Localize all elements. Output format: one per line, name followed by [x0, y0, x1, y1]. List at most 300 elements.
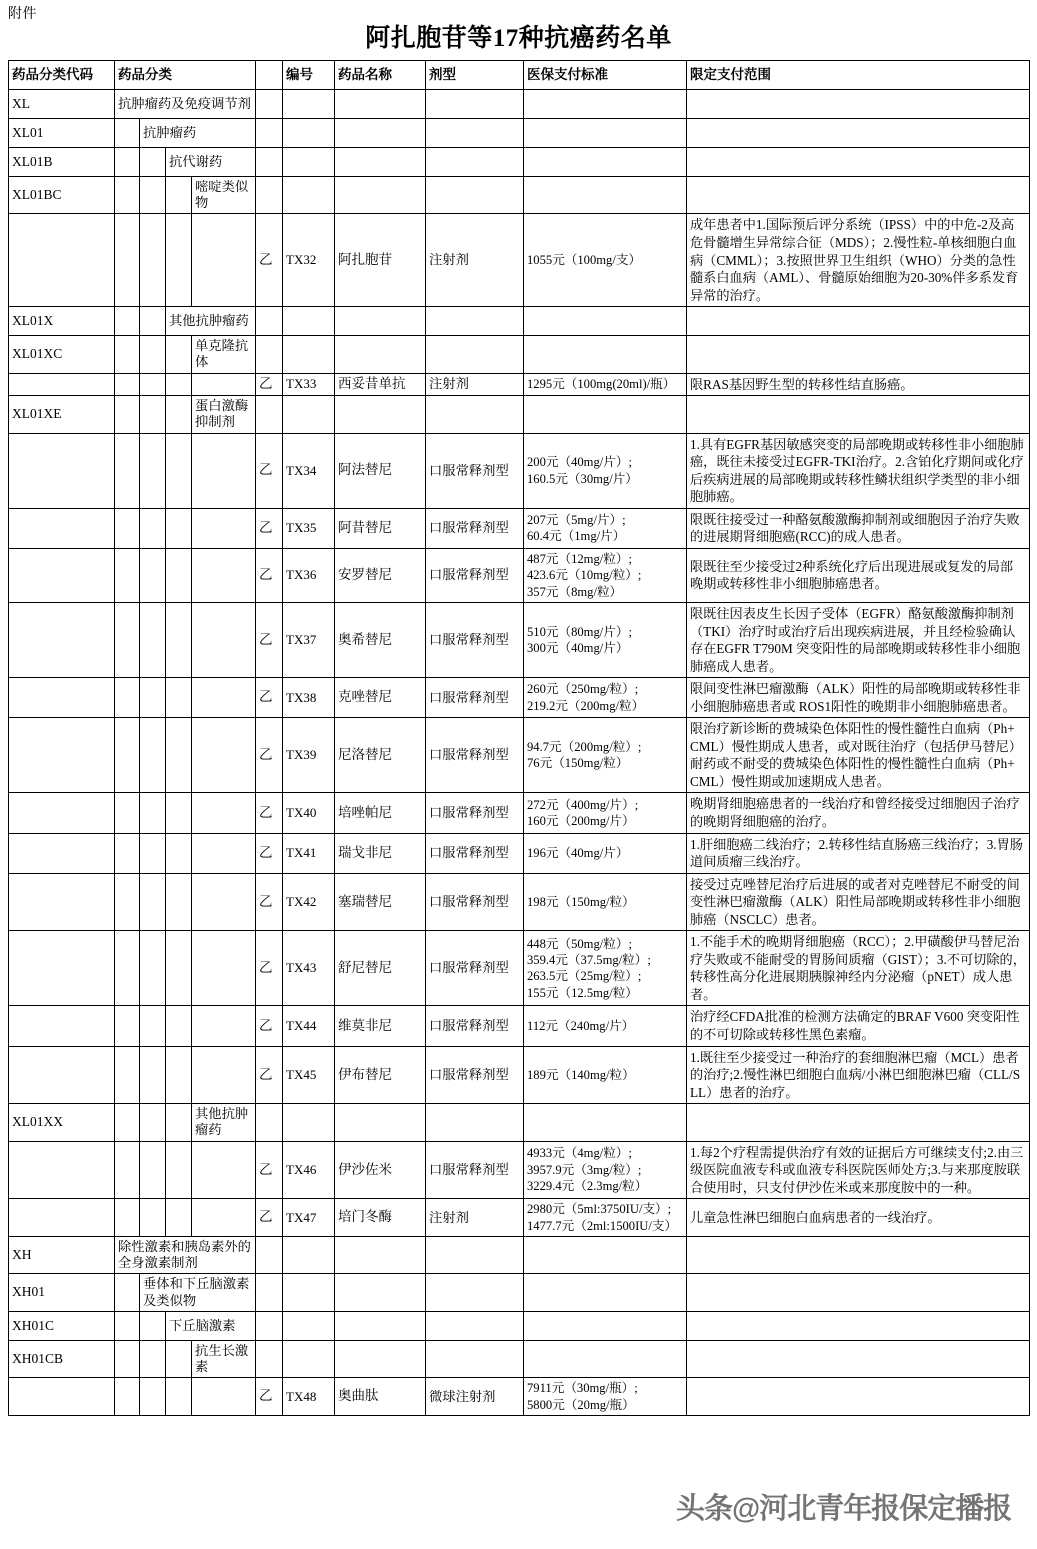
cell-classification-indent [166, 1340, 192, 1377]
cell-tier [256, 1104, 283, 1141]
cell-tier: 乙 [256, 678, 283, 718]
cell-classification-indent [166, 1006, 192, 1046]
cell-classification-indent [140, 1046, 166, 1104]
cell-payment-standard [524, 336, 687, 373]
cell-dosage-form: 口服常释剂型 [426, 793, 524, 833]
cell-classification-indent [192, 508, 256, 548]
cell-drug-name: 安罗替尼 [335, 548, 426, 602]
cell-number: TX32 [283, 214, 335, 307]
cell-classification-label: 抗肿瘤药及免疫调节剂 [115, 90, 256, 119]
cell-payment-standard: 260元（250mg/粒）; 219.2元（200mg/粒） [524, 678, 687, 718]
cell-classification-indent [115, 1006, 140, 1046]
cell-tier: 乙 [256, 214, 283, 307]
cell-number: TX34 [283, 433, 335, 508]
cell-classification-code: XH01CB [9, 1340, 115, 1377]
cell-payment-scope [687, 1104, 1030, 1141]
cell-tier: 乙 [256, 1046, 283, 1104]
table-body [9, 90, 1030, 1416]
cell-payment-standard [524, 1236, 687, 1273]
cell-drug-name: 阿法替尼 [335, 433, 426, 508]
cell-payment-standard: 94.7元（200mg/粒）; 76元（150mg/粒） [524, 718, 687, 793]
cell-classification-indent [166, 1141, 192, 1199]
page-title: 阿扎胞苷等17种抗癌药名单 [365, 25, 672, 52]
cell-payment-scope: 接受过克唑替尼治疗后进展的或者对克唑替尼不耐受的间变性淋巴瘤激酶（ALK）阳性局部晚期或转移性非小细胞肺癌（NSCLC）患者。 [687, 873, 1030, 931]
table-row [9, 1104, 1030, 1141]
cell-classification-indent [192, 1378, 256, 1416]
cell-payment-scope [687, 307, 1030, 336]
cell-classification-indent [166, 373, 192, 396]
cell-classification-indent [115, 1199, 140, 1237]
cell-classification-indent [140, 793, 166, 833]
table-row [9, 1141, 1030, 1199]
cell-drug-name: 塞瑞替尼 [335, 873, 426, 931]
cell-classification-indent [115, 793, 140, 833]
cell-classification-label: 抗生长激素 [192, 1340, 256, 1377]
cell-classification-indent [166, 793, 192, 833]
cell-tier: 乙 [256, 1199, 283, 1237]
cell-number: TX41 [283, 833, 335, 873]
cell-number: TX48 [283, 1378, 335, 1416]
cell-payment-scope [687, 177, 1030, 214]
table-row [9, 396, 1030, 433]
table-row [9, 307, 1030, 336]
cell-dosage-form [426, 90, 524, 119]
cell-number: TX47 [283, 1199, 335, 1237]
column-header-code: 药品分类代码 [9, 61, 115, 90]
cell-drug-name: 伊布替尼 [335, 1046, 426, 1104]
cell-number [283, 1104, 335, 1141]
cell-classification-indent [166, 508, 192, 548]
table-row [9, 931, 1030, 1006]
cell-number: TX40 [283, 793, 335, 833]
cell-payment-scope: 晚期肾细胞癌患者的一线治疗和曾经接受过细胞因子治疗的晚期肾细胞癌的治疗。 [687, 793, 1030, 833]
cell-classification-indent [115, 307, 140, 336]
cell-payment-scope: 限既往因表皮生长因子受体（EGFR）酪氨酸激酶抑制剂（TKI）治疗时或治疗后出现疾病进展，并且经检验确认存在EGFR T790M 突变阳性的局部晚期或转移性非小细胞肺癌成人患者。 [687, 602, 1030, 677]
cell-payment-standard [524, 148, 687, 177]
cell-payment-scope: 1.肝细胞癌二线治疗；2.转移性结直肠癌三线治疗；3.胃肠道间质瘤三线治疗。 [687, 833, 1030, 873]
cell-classification-code: XL01X [9, 307, 115, 336]
drug-list-table [8, 60, 1030, 1416]
cell-classification-indent [166, 336, 192, 373]
cell-payment-standard: 510元（80mg/片）; 300元（40mg/片） [524, 602, 687, 677]
cell-tier: 乙 [256, 833, 283, 873]
cell-classification-indent [115, 119, 140, 148]
cell-payment-scope [687, 396, 1030, 433]
cell-dosage-form: 口服常释剂型 [426, 1141, 524, 1199]
table-row [9, 336, 1030, 373]
cell-drug-name [335, 1340, 426, 1377]
table-row [9, 602, 1030, 677]
cell-dosage-form: 口服常释剂型 [426, 508, 524, 548]
column-header-payment-standard: 医保支付标准 [524, 61, 687, 90]
cell-tier: 乙 [256, 793, 283, 833]
cell-drug-name: 伊沙佐米 [335, 1141, 426, 1199]
cell-classification-indent [166, 833, 192, 873]
cell-classification-code [9, 373, 115, 396]
cell-payment-standard [524, 119, 687, 148]
table-row [9, 1311, 1030, 1340]
cell-dosage-form: 口服常释剂型 [426, 873, 524, 931]
table-row [9, 1006, 1030, 1046]
cell-classification-indent [192, 433, 256, 508]
cell-number [283, 396, 335, 433]
cell-dosage-form [426, 119, 524, 148]
cell-tier: 乙 [256, 718, 283, 793]
cell-classification-indent [115, 1378, 140, 1416]
cell-classification-indent [115, 373, 140, 396]
cell-classification-indent [115, 1274, 140, 1311]
cell-classification-label: 其他抗肿瘤药 [166, 307, 256, 336]
cell-tier [256, 1340, 283, 1377]
cell-tier: 乙 [256, 931, 283, 1006]
attachment-label: 附件 [8, 5, 37, 21]
cell-drug-name [335, 148, 426, 177]
cell-payment-scope [687, 1274, 1030, 1311]
cell-classification-indent [115, 1340, 140, 1377]
cell-classification-indent [115, 602, 140, 677]
cell-classification-indent [166, 931, 192, 1006]
cell-classification-label: 垂体和下丘脑激素及类似物 [140, 1274, 256, 1311]
cell-classification-indent [115, 718, 140, 793]
cell-classification-indent [166, 396, 192, 433]
cell-drug-name: 奥曲肽 [335, 1378, 426, 1416]
cell-classification-code [9, 1006, 115, 1046]
cell-number: TX35 [283, 508, 335, 548]
cell-number [283, 1311, 335, 1340]
cell-classification-indent [140, 336, 166, 373]
cell-dosage-form: 口服常释剂型 [426, 1006, 524, 1046]
table-row [9, 718, 1030, 793]
table-row [9, 1378, 1030, 1416]
cell-classification-indent [140, 1104, 166, 1141]
cell-classification-indent [140, 1378, 166, 1416]
cell-dosage-form: 口服常释剂型 [426, 833, 524, 873]
cell-classification-label: 下丘脑激素 [166, 1311, 256, 1340]
cell-classification-indent [140, 678, 166, 718]
cell-dosage-form: 口服常释剂型 [426, 433, 524, 508]
cell-dosage-form: 微球注射剂 [426, 1378, 524, 1416]
cell-classification-indent [140, 148, 166, 177]
cell-number [283, 119, 335, 148]
cell-tier: 乙 [256, 1006, 283, 1046]
cell-payment-standard: 487元（12mg/粒）; 423.6元（10mg/粒）; 357元（8mg/粒） [524, 548, 687, 602]
cell-drug-name: 奥希替尼 [335, 602, 426, 677]
cell-classification-indent [140, 307, 166, 336]
cell-payment-standard [524, 1104, 687, 1141]
cell-classification-code: XL01BC [9, 177, 115, 214]
cell-classification-indent [140, 833, 166, 873]
table-row [9, 214, 1030, 307]
table-row [9, 1236, 1030, 1273]
cell-drug-name [335, 396, 426, 433]
cell-classification-indent [115, 177, 140, 214]
cell-dosage-form [426, 1236, 524, 1273]
cell-number [283, 1274, 335, 1311]
cell-number: TX43 [283, 931, 335, 1006]
table-row [9, 177, 1030, 214]
cell-payment-scope: 限RAS基因野生型的转移性结直肠癌。 [687, 373, 1030, 396]
cell-classification-indent [166, 873, 192, 931]
cell-classification-code [9, 1378, 115, 1416]
cell-classification-code: XL01B [9, 148, 115, 177]
cell-tier: 乙 [256, 1378, 283, 1416]
cell-drug-name: 维莫非尼 [335, 1006, 426, 1046]
cell-payment-standard: 1295元（100mg(20ml)/瓶） [524, 373, 687, 396]
cell-classification-indent [192, 718, 256, 793]
cell-drug-name: 西妥昔单抗 [335, 373, 426, 396]
cell-tier: 乙 [256, 548, 283, 602]
cell-drug-name [335, 1274, 426, 1311]
cell-drug-name [335, 336, 426, 373]
column-header-classification: 药品分类 [115, 61, 256, 90]
cell-payment-standard: 189元（140mg/粒） [524, 1046, 687, 1104]
cell-number: TX36 [283, 548, 335, 602]
cell-payment-standard: 198元（150mg/粒） [524, 873, 687, 931]
column-header-tier [256, 61, 283, 90]
cell-classification-indent [115, 548, 140, 602]
cell-drug-name [335, 1104, 426, 1141]
cell-payment-scope [687, 1311, 1030, 1340]
cell-classification-indent [166, 1199, 192, 1237]
cell-classification-code [9, 1141, 115, 1199]
cell-classification-indent [166, 1046, 192, 1104]
cell-tier [256, 177, 283, 214]
cell-number: TX42 [283, 873, 335, 931]
cell-number: TX37 [283, 602, 335, 677]
cell-classification-indent [140, 1311, 166, 1340]
cell-payment-standard [524, 307, 687, 336]
cell-dosage-form: 注射剂 [426, 1199, 524, 1237]
cell-drug-name: 阿扎胞苷 [335, 214, 426, 307]
cell-classification-indent [115, 678, 140, 718]
cell-classification-indent [192, 214, 256, 307]
cell-classification-indent [192, 873, 256, 931]
cell-classification-code: XH [9, 1236, 115, 1273]
cell-classification-code [9, 508, 115, 548]
cell-payment-standard: 200元（40mg/片）; 160.5元（30mg/片） [524, 433, 687, 508]
cell-classification-indent [115, 396, 140, 433]
cell-payment-scope: 限既往接受过一种酪氨酸激酶抑制剂或细胞因子治疗失败的进展期肾细胞癌(RCC)的成人患者。 [687, 508, 1030, 548]
cell-payment-standard: 7911元（30mg/瓶）; 5800元（20mg/瓶） [524, 1378, 687, 1416]
cell-classification-label: 抗肿瘤药 [140, 119, 256, 148]
cell-classification-indent [192, 602, 256, 677]
cell-payment-standard: 1055元（100mg/支） [524, 214, 687, 307]
cell-number [283, 1340, 335, 1377]
table-row [9, 373, 1030, 396]
cell-dosage-form [426, 177, 524, 214]
cell-classification-indent [166, 1378, 192, 1416]
cell-tier [256, 336, 283, 373]
cell-payment-standard: 196元（40mg/片） [524, 833, 687, 873]
cell-dosage-form: 注射剂 [426, 214, 524, 307]
cell-drug-name: 阿昔替尼 [335, 508, 426, 548]
cell-payment-scope: 成年患者中1.国际预后评分系统（IPSS）中的中危-2及高危骨髓增生异常综合征（MDS）；2.慢性粒-单核细胞白血病（CMML）；3.按照世界卫生组织（WHO）分类的急性髓系白血病（AML）、骨髓原始细胞为20-30%伴多系发育异常的治疗。 [687, 214, 1030, 307]
cell-dosage-form: 口服常释剂型 [426, 718, 524, 793]
cell-drug-name [335, 90, 426, 119]
cell-payment-standard: 272元（400mg/片）; 160元（200mg/片） [524, 793, 687, 833]
cell-payment-scope: 1.既往至少接受过一种治疗的套细胞淋巴瘤（MCL）患者的治疗;2.慢性淋巴细胞白血病/小淋巴细胞淋巴瘤（CLL/SLL）患者的治疗。 [687, 1046, 1030, 1104]
cell-payment-standard [524, 1274, 687, 1311]
table-row [9, 548, 1030, 602]
cell-dosage-form [426, 1340, 524, 1377]
cell-payment-standard [524, 1311, 687, 1340]
cell-classification-code [9, 678, 115, 718]
cell-payment-scope: 儿童急性淋巴细胞白血病患者的一线治疗。 [687, 1199, 1030, 1237]
cell-payment-scope: 治疗经CFDA批准的检测方法确定的BRAF V600 突变阳性的不可切除或转移性黑色素瘤。 [687, 1006, 1030, 1046]
cell-dosage-form: 口服常释剂型 [426, 548, 524, 602]
cell-classification-code [9, 718, 115, 793]
cell-classification-indent [115, 336, 140, 373]
cell-tier [256, 396, 283, 433]
cell-tier: 乙 [256, 602, 283, 677]
cell-classification-indent [192, 1141, 256, 1199]
cell-classification-indent [192, 793, 256, 833]
cell-drug-name: 尼洛替尼 [335, 718, 426, 793]
cell-dosage-form [426, 1311, 524, 1340]
cell-classification-indent [140, 548, 166, 602]
cell-classification-indent [192, 678, 256, 718]
cell-payment-scope [687, 148, 1030, 177]
cell-number [283, 177, 335, 214]
table-row [9, 1199, 1030, 1237]
cell-dosage-form [426, 1274, 524, 1311]
cell-dosage-form: 口服常释剂型 [426, 931, 524, 1006]
cell-number [283, 1236, 335, 1273]
cell-classification-code: XL01 [9, 119, 115, 148]
cell-number: TX33 [283, 373, 335, 396]
cell-classification-indent [166, 602, 192, 677]
cell-tier [256, 119, 283, 148]
cell-number: TX45 [283, 1046, 335, 1104]
cell-payment-standard: 112元（240mg/片） [524, 1006, 687, 1046]
cell-drug-name: 培唑帕尼 [335, 793, 426, 833]
column-header-number: 编号 [283, 61, 335, 90]
cell-payment-scope [687, 119, 1030, 148]
cell-classification-indent [192, 833, 256, 873]
cell-classification-label: 除性激素和胰岛素外的全身激素制剂 [115, 1236, 256, 1273]
watermark: 头条@河北青年报保定播报 [676, 1493, 1012, 1525]
cell-classification-code: XL [9, 90, 115, 119]
cell-classification-indent [166, 214, 192, 307]
cell-classification-indent [140, 873, 166, 931]
cell-classification-indent [140, 1141, 166, 1199]
cell-tier [256, 1311, 283, 1340]
cell-payment-scope: 限治疗新诊断的费城染色体阳性的慢性髓性白血病（Ph+ CML）慢性期成人患者，或对既往治疗（包括伊马替尼）耐药或不耐受的费城染色体阳性的慢性髓性白血病（Ph+ CML）慢性期或加速期成人患者。 [687, 718, 1030, 793]
cell-tier: 乙 [256, 373, 283, 396]
cell-classification-indent [115, 148, 140, 177]
cell-classification-indent [192, 1006, 256, 1046]
cell-tier [256, 307, 283, 336]
cell-payment-standard [524, 396, 687, 433]
cell-drug-name [335, 1236, 426, 1273]
cell-drug-name [335, 1311, 426, 1340]
cell-drug-name: 瑞戈非尼 [335, 833, 426, 873]
cell-classification-code [9, 602, 115, 677]
column-header-dosage-form: 剂型 [426, 61, 524, 90]
cell-classification-indent [166, 177, 192, 214]
cell-number [283, 90, 335, 119]
cell-dosage-form: 口服常释剂型 [426, 678, 524, 718]
cell-tier: 乙 [256, 873, 283, 931]
cell-classification-code [9, 793, 115, 833]
table-row [9, 1274, 1030, 1311]
cell-dosage-form: 口服常释剂型 [426, 1046, 524, 1104]
cell-number: TX39 [283, 718, 335, 793]
cell-payment-standard: 4933元（4mg/粒）; 3957.9元（3mg/粒）; 3229.4元（2.3mg/粒） [524, 1141, 687, 1199]
cell-payment-scope [687, 1378, 1030, 1416]
cell-payment-standard: 2980元（5ml:3750IU/支）; 1477.7元（2ml:1500IU/支） [524, 1199, 687, 1237]
cell-classification-code: XL01XX [9, 1104, 115, 1141]
cell-payment-standard [524, 90, 687, 119]
cell-payment-scope: 1.不能手术的晚期肾细胞癌（RCC）；2.甲磺酸伊马替尼治疗失败或不能耐受的胃肠间质瘤（GIST）；3.不可切除的，转移性高分化进展期胰腺神经内分泌瘤（pNET）成人患者。 [687, 931, 1030, 1006]
cell-classification-indent [140, 1340, 166, 1377]
cell-classification-indent [192, 373, 256, 396]
cell-drug-name [335, 119, 426, 148]
cell-drug-name: 培门冬酶 [335, 1199, 426, 1237]
cell-classification-indent [115, 1311, 140, 1340]
cell-number [283, 307, 335, 336]
cell-payment-scope [687, 90, 1030, 119]
column-header-payment-scope: 限定支付范围 [687, 61, 1030, 90]
cell-payment-scope: 限既往至少接受过2种系统化疗后出现进展或复发的局部晚期或转移性非小细胞肺癌患者。 [687, 548, 1030, 602]
cell-classification-label: 抗代谢药 [166, 148, 256, 177]
cell-classification-indent [166, 548, 192, 602]
cell-dosage-form [426, 148, 524, 177]
cell-classification-indent [115, 433, 140, 508]
cell-number [283, 336, 335, 373]
cell-classification-indent [166, 718, 192, 793]
cell-classification-indent [140, 177, 166, 214]
cell-classification-indent [115, 1141, 140, 1199]
cell-classification-code [9, 833, 115, 873]
cell-dosage-form [426, 1104, 524, 1141]
table-row [9, 148, 1030, 177]
cell-classification-indent [140, 1006, 166, 1046]
cell-classification-indent [115, 931, 140, 1006]
cell-classification-code [9, 1199, 115, 1237]
cell-classification-code: XL01XE [9, 396, 115, 433]
cell-classification-indent [140, 718, 166, 793]
cell-classification-indent [115, 508, 140, 548]
cell-classification-label: 嘧啶类似物 [192, 177, 256, 214]
cell-number: TX46 [283, 1141, 335, 1199]
cell-classification-indent [115, 1104, 140, 1141]
cell-dosage-form [426, 396, 524, 433]
cell-classification-indent [192, 931, 256, 1006]
cell-drug-name [335, 177, 426, 214]
cell-classification-indent [140, 433, 166, 508]
table-row [9, 833, 1030, 873]
cell-classification-label: 蛋白激酶抑制剂 [192, 396, 256, 433]
table-header-row [9, 61, 1030, 90]
cell-classification-code [9, 548, 115, 602]
cell-classification-indent [166, 1104, 192, 1141]
cell-payment-scope: 1.具有EGFR基因敏感突变的局部晚期或转移性非小细胞肺癌，既往未接受过EGFR-TKI治疗。2.含铂化疗期间或化疗后疾病进展的局部晚期或转移性鳞状组织学类型的非小细胞肺癌。 [687, 433, 1030, 508]
cell-dosage-form: 口服常释剂型 [426, 602, 524, 677]
cell-number: TX38 [283, 678, 335, 718]
cell-dosage-form [426, 307, 524, 336]
cell-classification-indent [192, 548, 256, 602]
cell-drug-name [335, 307, 426, 336]
cell-classification-code [9, 931, 115, 1006]
cell-payment-standard [524, 1340, 687, 1377]
table-row [9, 678, 1030, 718]
cell-payment-standard: 207元（5mg/片）; 60.4元（1mg/片） [524, 508, 687, 548]
cell-classification-indent [140, 396, 166, 433]
cell-classification-indent [115, 873, 140, 931]
table-row [9, 119, 1030, 148]
table-row [9, 793, 1030, 833]
